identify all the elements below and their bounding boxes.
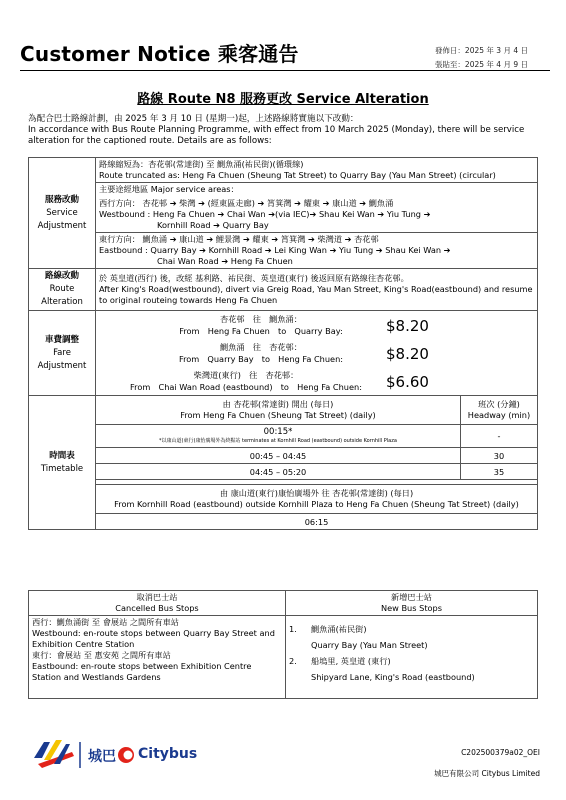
fare-item [96,367,537,395]
headway-zh: 班次 (分鐘) [478,399,520,409]
dep2-en: From Kornhill Road (eastbound) outside Kornhill Plaza to Heng Fa Chuen (Sheung Tat Street) (daily) [114,499,519,509]
route-alteration-row [29,269,538,311]
timetable-row [29,514,538,530]
fare-value: $6.60 [386,373,429,391]
fare-route-en: From Quarry Bay to Heng Fa Chuen: [178,354,344,364]
issue-date: 發佈日：2025 年 3 月 4 日 [434,46,528,55]
timetable-label-en: Timetable [40,463,84,474]
company-name: 城巴有限公司 Citybus Limited [434,769,540,778]
fare-adjustment-row [29,311,538,396]
service-adjustment-label-zh: 服務改動 [44,194,79,205]
fare-route-zh: 柴灣道(東行) 往 杏花邨： [193,370,299,380]
cancelled-stops-list [29,616,286,699]
fare-adjustment-label [29,311,96,396]
timetable-label [29,396,96,530]
headway-en: Headway (min) [467,410,531,420]
new-stop-en: Shipyard Lane, King's Road (eastbound) [311,672,475,682]
notice-title: Customer Notice 乘客通告 [20,42,299,66]
stops-header-row [29,591,538,616]
timetable-header-row [29,396,538,425]
new-stops-en: New Bus Stops [380,603,442,613]
fare-route [106,369,386,393]
route-alteration-cell [96,269,538,311]
service-areas-title: 主要途經地區 Major service areas： [99,184,239,194]
cancelled-stop-eastbound-zh: 東行：會展站 至 惠安苑 之間所有車站 [32,650,171,660]
eastbound-en-2: Chai Wan Road ➔ Heng Fa Chuen [157,256,293,266]
service-adjustment-label-en: Service Adjustment [37,207,87,231]
route-alteration-zh: 於 英皇道(西行) 後，改經 基利路、祐民街、英皇道(東行) 後返回原有路線往杏花邨。 [99,273,409,283]
posting-date: 張貼至：2025 年 4 月 9 日 [434,60,528,69]
dep1-en: From Heng Fa Chuen (Sheung Tat Street) (daily) [180,410,376,420]
cancelled-stop-westbound-en: Westbound: en-route stops between Quarry Bay Street and Exhibition Centre Station [32,628,275,649]
route-truncated-zh: 路線縮短為：杏花邨(常達街) 至 鰂魚涌(祐民街)(循環線) [99,159,304,169]
fare-route-en: From Heng Fa Chuen to Quarry Bay: [179,326,343,336]
timetable-dep2-row [29,485,538,514]
timetable-time [96,425,461,448]
new-stops-header [286,591,538,616]
notice-dates [435,44,528,72]
intro-en: In accordance with Bus Route Planning Programme, with effect from 10 March 2025 (Monday), there will be service alteration for the captioned route. Details are as follows: [28,125,525,146]
timetable-row [29,425,538,448]
intro-text [28,114,548,147]
timetable-row [29,448,538,464]
dep2-zh: 由 康山道(東行)康怡廣場外 往 杏花邨(常達街) (每日) [219,488,414,498]
document-code: C202500379a02_OEI [461,748,540,757]
cancelled-stops-zh: 取消巴士站 [136,592,178,602]
fare-value: $8.20 [386,317,429,335]
timetable-row [29,464,538,480]
timetable-label-zh: 時間表 [49,450,75,461]
westbound-en-2: Kornhill Road ➔ Quarry Bay [157,220,269,230]
citybus-logo [32,736,198,772]
fare-route-zh: 杏花邨 往 鰂魚涌： [220,314,302,324]
cancelled-stops-header [29,591,286,616]
eastbound-en-1: Eastbound : Quarry Bay ➔ Kornhill Road ➔ Lei King Wan ➔ Yiu Tung ➔ Shau Kei Wan ➔ [99,245,451,255]
westbound-en-1: Westbound : Heng Fa Chuen ➔ Chai Wan ➔(via IEC)➔ Shau Kei Wan ➔ Yiu Tung ➔ [99,209,431,219]
new-stop-zh: 鰂魚涌(祐民街) [311,624,367,634]
westbound-zh: 西行方向： 杏花邨 ➔ 柴灣 ➔ (經東區走廊) ➔ 筲箕灣 ➔ 耀東 ➔ 康山道 ➔ 鰂魚涌 [99,198,394,208]
fare-route-en: From Chai Wan Road (eastbound) to Heng Fa Chuen: [130,382,362,392]
timetable-dep2-header [96,485,538,514]
route-alteration-label-zh: 路線改動 [44,271,79,281]
stops-body-row [29,616,538,699]
route-alteration-en: After King's Road(westbound), divert via Greig Road, Yau Man Street, King's Road(eastbound) and resume to original routeing towards Heng Fa Chuen [99,284,533,305]
dep1-zh: 由 杏花邨(常達街) 開出 (每日) [222,399,334,409]
fare-route-zh: 鰂魚涌 往 杏花邨： [220,342,302,352]
cancelled-stop-eastbound-en: Eastbound: en-route stops between Exhibition Centre Station and Westlands Gardens [32,661,252,682]
eastbound-cell [96,233,538,269]
alteration-table [28,157,538,530]
new-stop-number: 2. [289,656,297,666]
fare-item [96,339,537,367]
headway-header [461,396,538,425]
new-stop-item [289,656,534,683]
timetable-time: 00:45 – 04:45 [96,448,461,464]
fare-adjustment-label-en: Fare Adjustment [37,347,87,371]
bus-stops-table [28,590,538,699]
new-stops-zh: 新增巴士站 [391,592,432,602]
fare-cell [96,311,538,396]
new-stop-en: Quarry Bay (Yau Man Street) [311,640,428,650]
fare-route [146,341,376,365]
route-truncated-cell [96,158,538,183]
cancelled-stop-westbound-zh: 西行：鰂魚涌街 至 會展站 之間所有車站 [32,617,179,627]
cancelled-stops-en: Cancelled Bus Stops [115,603,199,613]
service-areas-cell [96,183,538,233]
route-alteration-label-en: Route Alteration [41,284,83,307]
fare-adjustment-label-zh: 車費調整 [44,334,79,345]
timetable-dep1-header [96,396,461,425]
fare-route [146,313,376,337]
eastbound-zh: 東行方向： 鰂魚涌 ➔ 康山道 ➔ 鯉景灣 ➔ 耀東 ➔ 筲箕灣 ➔ 柴灣道 ➔ 杏花邨 [99,234,379,244]
new-stops-list [286,616,538,699]
timetable-headway: 35 [461,464,538,480]
route-alteration-label [29,269,96,311]
timetable-footnote: *以康山道(東行)康怡廣場外為終點站 terminates at Kornhill Road (eastbound) outside Kornhill Plaza [159,438,397,444]
new-stop-zh: 船塢里, 英皇道 (東行) [311,656,391,666]
intro-zh: 為配合巴士路線計劃，由 2025 年 3 月 10 日 (星期一)起，上述路線將實施以下改動： [28,114,359,124]
header-divider [20,70,550,71]
timetable-headway: 30 [461,448,538,464]
time-value: 00:15* [263,427,293,437]
fare-value: $8.20 [386,345,429,363]
logo-text-en: Citybus [138,746,198,762]
route-truncated-en: Route truncated as: Heng Fa Chuen (Sheung Tat Street) to Quarry Bay (Yau Man Street) (circular) [99,170,496,180]
logo-text-zh: 城巴 [88,749,116,765]
timetable-time: 04:45 – 05:20 [96,464,461,480]
route-title: 路線 Route N8 服務更改 Service Alteration [137,92,429,107]
service-adjustment-row [29,158,538,183]
new-stop-item [289,624,534,651]
timetable-headway: - [461,425,538,448]
dep2-time: 06:15 [96,514,538,530]
fare-item [96,311,537,339]
new-stop-number: 1. [289,624,297,634]
service-adjustment-label [29,158,96,269]
